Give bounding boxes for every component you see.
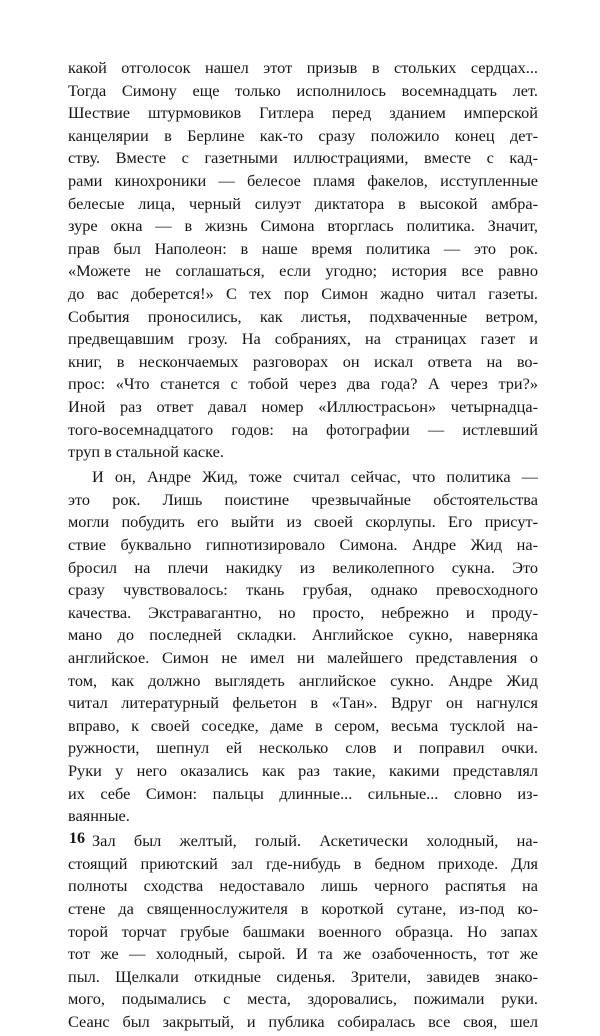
text-line: Тогда Симону еще только исполнилось восемнадцать лет. (68, 80, 538, 100)
paragraph-1 (68, 57, 538, 464)
text-line: ваянные. (68, 806, 130, 826)
body-text (68, 57, 538, 1036)
text-line: тот же — холодный, сырой. И та же озабоченность, тот же (68, 944, 538, 964)
text-line: предвещавшим грозу. На собраниях, на страницах газет и (68, 329, 538, 349)
text-line: зуре окна — в жизнь Симона вторглась политика. Значит, (68, 216, 538, 236)
text-line: качества. Экстравагантно, но просто, небрежно и проду- (68, 602, 538, 622)
text-line: читал литературный фельетон в «Тан». Вдруг он нагнулся (68, 693, 538, 713)
text-line: мого, подымались с места, здоровались, пожимали руки. (68, 989, 538, 1009)
text-line: рами кинохроники — белесое пламя факелов, исступленные (68, 170, 538, 190)
text-line: бросил на плечи накидку из великолепного сукна. Это (68, 557, 538, 577)
text-line: вправо, к своей соседке, даме в сером, весьма тусклой на- (68, 715, 538, 735)
text-line: мано до последней складки. Английское сукно, наверняка (68, 625, 538, 645)
text-line: События проносились, как листья, подхваченные ветром, (68, 306, 538, 326)
text-line: канцелярии в Берлине как-то сразу положило конец дет- (68, 125, 538, 145)
text-line: ружности, шепнул ей несколько слов и поправил очки. (68, 738, 538, 758)
text-line: Шествие штурмовиков Гитлера перед зданием имперской (68, 103, 538, 123)
text-line: прос: «Что станется с тобой через два года? А через три?» (68, 374, 538, 394)
text-line: стене да священнослужителя в короткой сутане, из-под ко- (68, 898, 538, 918)
text-line: Руки у него оказались как раз такие, какими представлял (68, 760, 538, 780)
text-line: пыл. Щелкали откидные сиденья. Зрители, завидев знако- (68, 966, 538, 986)
paragraph-3 (68, 830, 538, 1033)
text-line: белесые лица, черный силуэт диктатора в высокой амбра- (68, 193, 538, 213)
text-line: Сеанс был закрытый, и публика собиралась все своя, шел (68, 1011, 538, 1031)
text-line: до вас доберется!» С тех пор Симон жадно читал газеты. (68, 283, 538, 303)
text-line: ству. Вместе с газетными иллюстрациями, вместе с кад- (68, 148, 538, 168)
text-line: «Можете не соглашаться, если угодно; история все равно (68, 261, 538, 281)
text-line: это рок. Лишь поистине чрезвычайные обстоятельства (68, 489, 538, 509)
text-line: стоящий приютский зал где-нибудь в бедном приходе. Для (68, 853, 538, 873)
text-line: книг, в нескончаемых разговорах он искал ответа на во- (68, 351, 538, 371)
text-line: торой торчат грубые башмаки военного образца. Но запах (68, 921, 538, 941)
text-line: труп в стальной каске. (68, 442, 224, 462)
text-line: том, как должно выглядеть английское сукно. Андре Жид (68, 670, 538, 690)
text-line: сразу чувствовалось: ткань грубая, однако превосходного (68, 580, 538, 600)
text-line: прав был Наполеон: в наше время политика — это рок. (68, 238, 538, 258)
text-line: И он, Андре Жид, тоже считал сейчас, что политика — (92, 467, 538, 487)
text-line: полноты сходства недоставало лишь черного распятья на (68, 876, 538, 896)
text-line: английское. Симон не имел ни малейшего представления о (68, 647, 538, 667)
text-line: того-восемнадцатого годов: на фотографии — истлевший (68, 419, 538, 439)
text-line: их себе Симон: пальцы длинные... сильные... словно из- (68, 783, 538, 803)
text-line: Иной раз ответ давал номер «Иллюстрасьон» четырнадца- (68, 396, 538, 416)
text-line: какой отголосок нашел этот призыв в стольких сердцах... (68, 58, 538, 77)
text-line: Зал был желтый, голый. Аскетически холодный, на- (92, 831, 538, 851)
paragraph-2 (68, 466, 538, 828)
text-line: могли побудить его выйти из своей скорлупы. Его присут- (68, 512, 538, 532)
text-line: ствие буквально гипнотизировало Симона. Андре Жид на- (68, 534, 538, 554)
page-number: 16 (69, 830, 85, 847)
